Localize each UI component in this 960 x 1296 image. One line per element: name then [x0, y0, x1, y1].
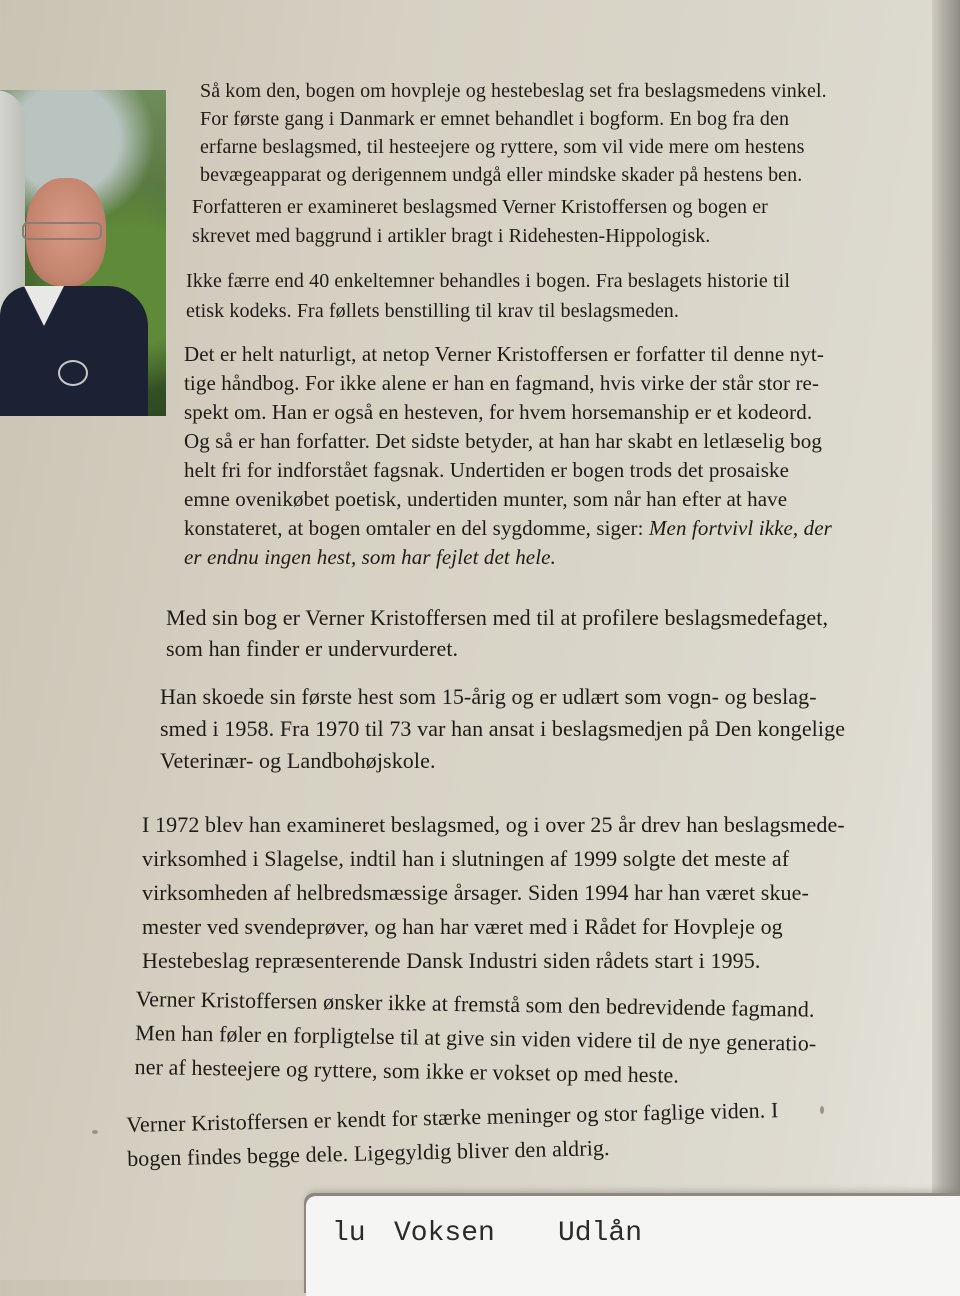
text-line: For første gang i Danmark er emnet behandlet i bogform. En bog fra den [200, 108, 790, 130]
quote-italic: er endnu ingen hest, som har fejlet det hele. [184, 545, 556, 569]
text-line: bevægeapparat og derigennem undgå eller mindske skader på hestens ben. [200, 164, 803, 186]
text-line: Men han føler en forpligtelse til at give sin viden videre til de nye generatio- [135, 1019, 817, 1056]
paragraph-author [192, 193, 768, 251]
paragraph-intro [200, 77, 827, 189]
paragraph-closing [126, 1093, 779, 1176]
paragraph-history [160, 681, 845, 777]
label-status: Udlån [558, 1218, 643, 1249]
text-line: Og så er han forfatter. Det sidste betyder, at han har skabt en letlæselig bog [184, 429, 822, 453]
paragraph-mission [134, 982, 817, 1095]
text-line: I 1972 blev han examineret beslagsmed, og i over 25 år drev han beslagsmede- [142, 812, 845, 837]
author-photo [0, 90, 166, 416]
text-line: tige håndbog. For ikke alene er han en fagmand, hvis virke der står stor re- [184, 371, 820, 395]
text-span: konstateret, at bogen omtaler en del sygdomme, siger: [184, 516, 649, 540]
text-line: Ikke færre end 40 enkeltemner behandles i bogen. Fra beslagets historie til [186, 270, 790, 292]
text-line: Veterinær- og Landbohøjskole. [160, 748, 436, 773]
text-line [184, 514, 832, 543]
paragraph-profile [166, 602, 828, 664]
text-line: helt fri for indforstået fagsnak. Undertiden er bogen trods det prosaiske [184, 458, 790, 482]
text-line: smed i 1958. Fra 1970 til 73 var han ansat i beslagsmedjen på Den kongelige [160, 716, 846, 741]
paragraph-review [184, 340, 832, 572]
text-line: ner af hesteejere og ryttere, som ikke er vokset op med heste. [134, 1053, 680, 1088]
label-code: lu [332, 1218, 366, 1249]
paper-speck [820, 1106, 824, 1114]
label-audience: Voksen [394, 1218, 495, 1249]
paragraph-career [142, 808, 845, 978]
text-line: som han finder er undervurderet. [166, 636, 459, 661]
text-line: Hestebeslag repræsenterende Dansk Industri siden rådets start i 1995. [142, 948, 761, 973]
book-cover-edge [932, 0, 960, 1280]
text-line: Han skoede sin første hest som 15-årig og er udlært som vogn- og beslag- [160, 684, 817, 709]
text-line [184, 543, 832, 572]
library-label-sticker [306, 1196, 960, 1296]
author-glasses [22, 222, 102, 240]
text-line: emne ovenikøbet poetisk, undertiden munter, som når han efter at have [184, 487, 788, 511]
text-line: virksomheden af helbredsmæssige årsager. Siden 1994 har han været skue- [142, 880, 809, 905]
shirt-logo-icon [58, 360, 88, 386]
author-shirt [0, 286, 148, 416]
text-line: mester ved svendeprøver, og han har været med i Rådet for Hovpleje og [142, 914, 783, 939]
text-line: Med sin bog er Verner Kristoffersen med til at profilere beslagsmedefaget, [166, 605, 829, 630]
text-line: spekt om. Han er også en hesteven, for hvem horsemanship er et kodeord. [184, 400, 813, 424]
quote-italic: Men fortvivl ikke, der [648, 516, 832, 540]
text-line: Verner Kristoffersen er kendt for stærke meninger og stor faglige viden. I [126, 1097, 779, 1137]
text-line: virksomhed i Slagelse, indtil han i slutningen af 1999 solgte det meste af [142, 846, 790, 871]
text-line: erfarne beslagsmed, til hesteejere og ryttere, som vil vide mere om hestens [200, 136, 805, 158]
text-line: Så kom den, bogen om hovpleje og hestebeslag set fra beslagsmedens vinkel. [200, 80, 827, 102]
text-line: bogen findes begge dele. Ligegyldig bliver den aldrig. [126, 1135, 610, 1171]
text-line: Forfatteren er examineret beslagsmed Verner Kristoffersen og bogen er [192, 196, 768, 218]
paper-speck [92, 1130, 98, 1134]
text-line: Det er helt naturligt, at netop Verner Kristoffersen er forfatter til denne nyt- [184, 342, 824, 366]
paragraph-topics [186, 266, 790, 326]
text-line: skrevet med baggrund i artikler bragt i Ridehesten-Hippologisk. [192, 225, 711, 247]
text-line: Verner Kristoffersen ønsker ikke at fremstå som den bedrevidende fagmand. [135, 985, 815, 1022]
text-line: etisk kodeks. Fra føllets benstilling til krav til beslagsmeden. [186, 300, 679, 322]
